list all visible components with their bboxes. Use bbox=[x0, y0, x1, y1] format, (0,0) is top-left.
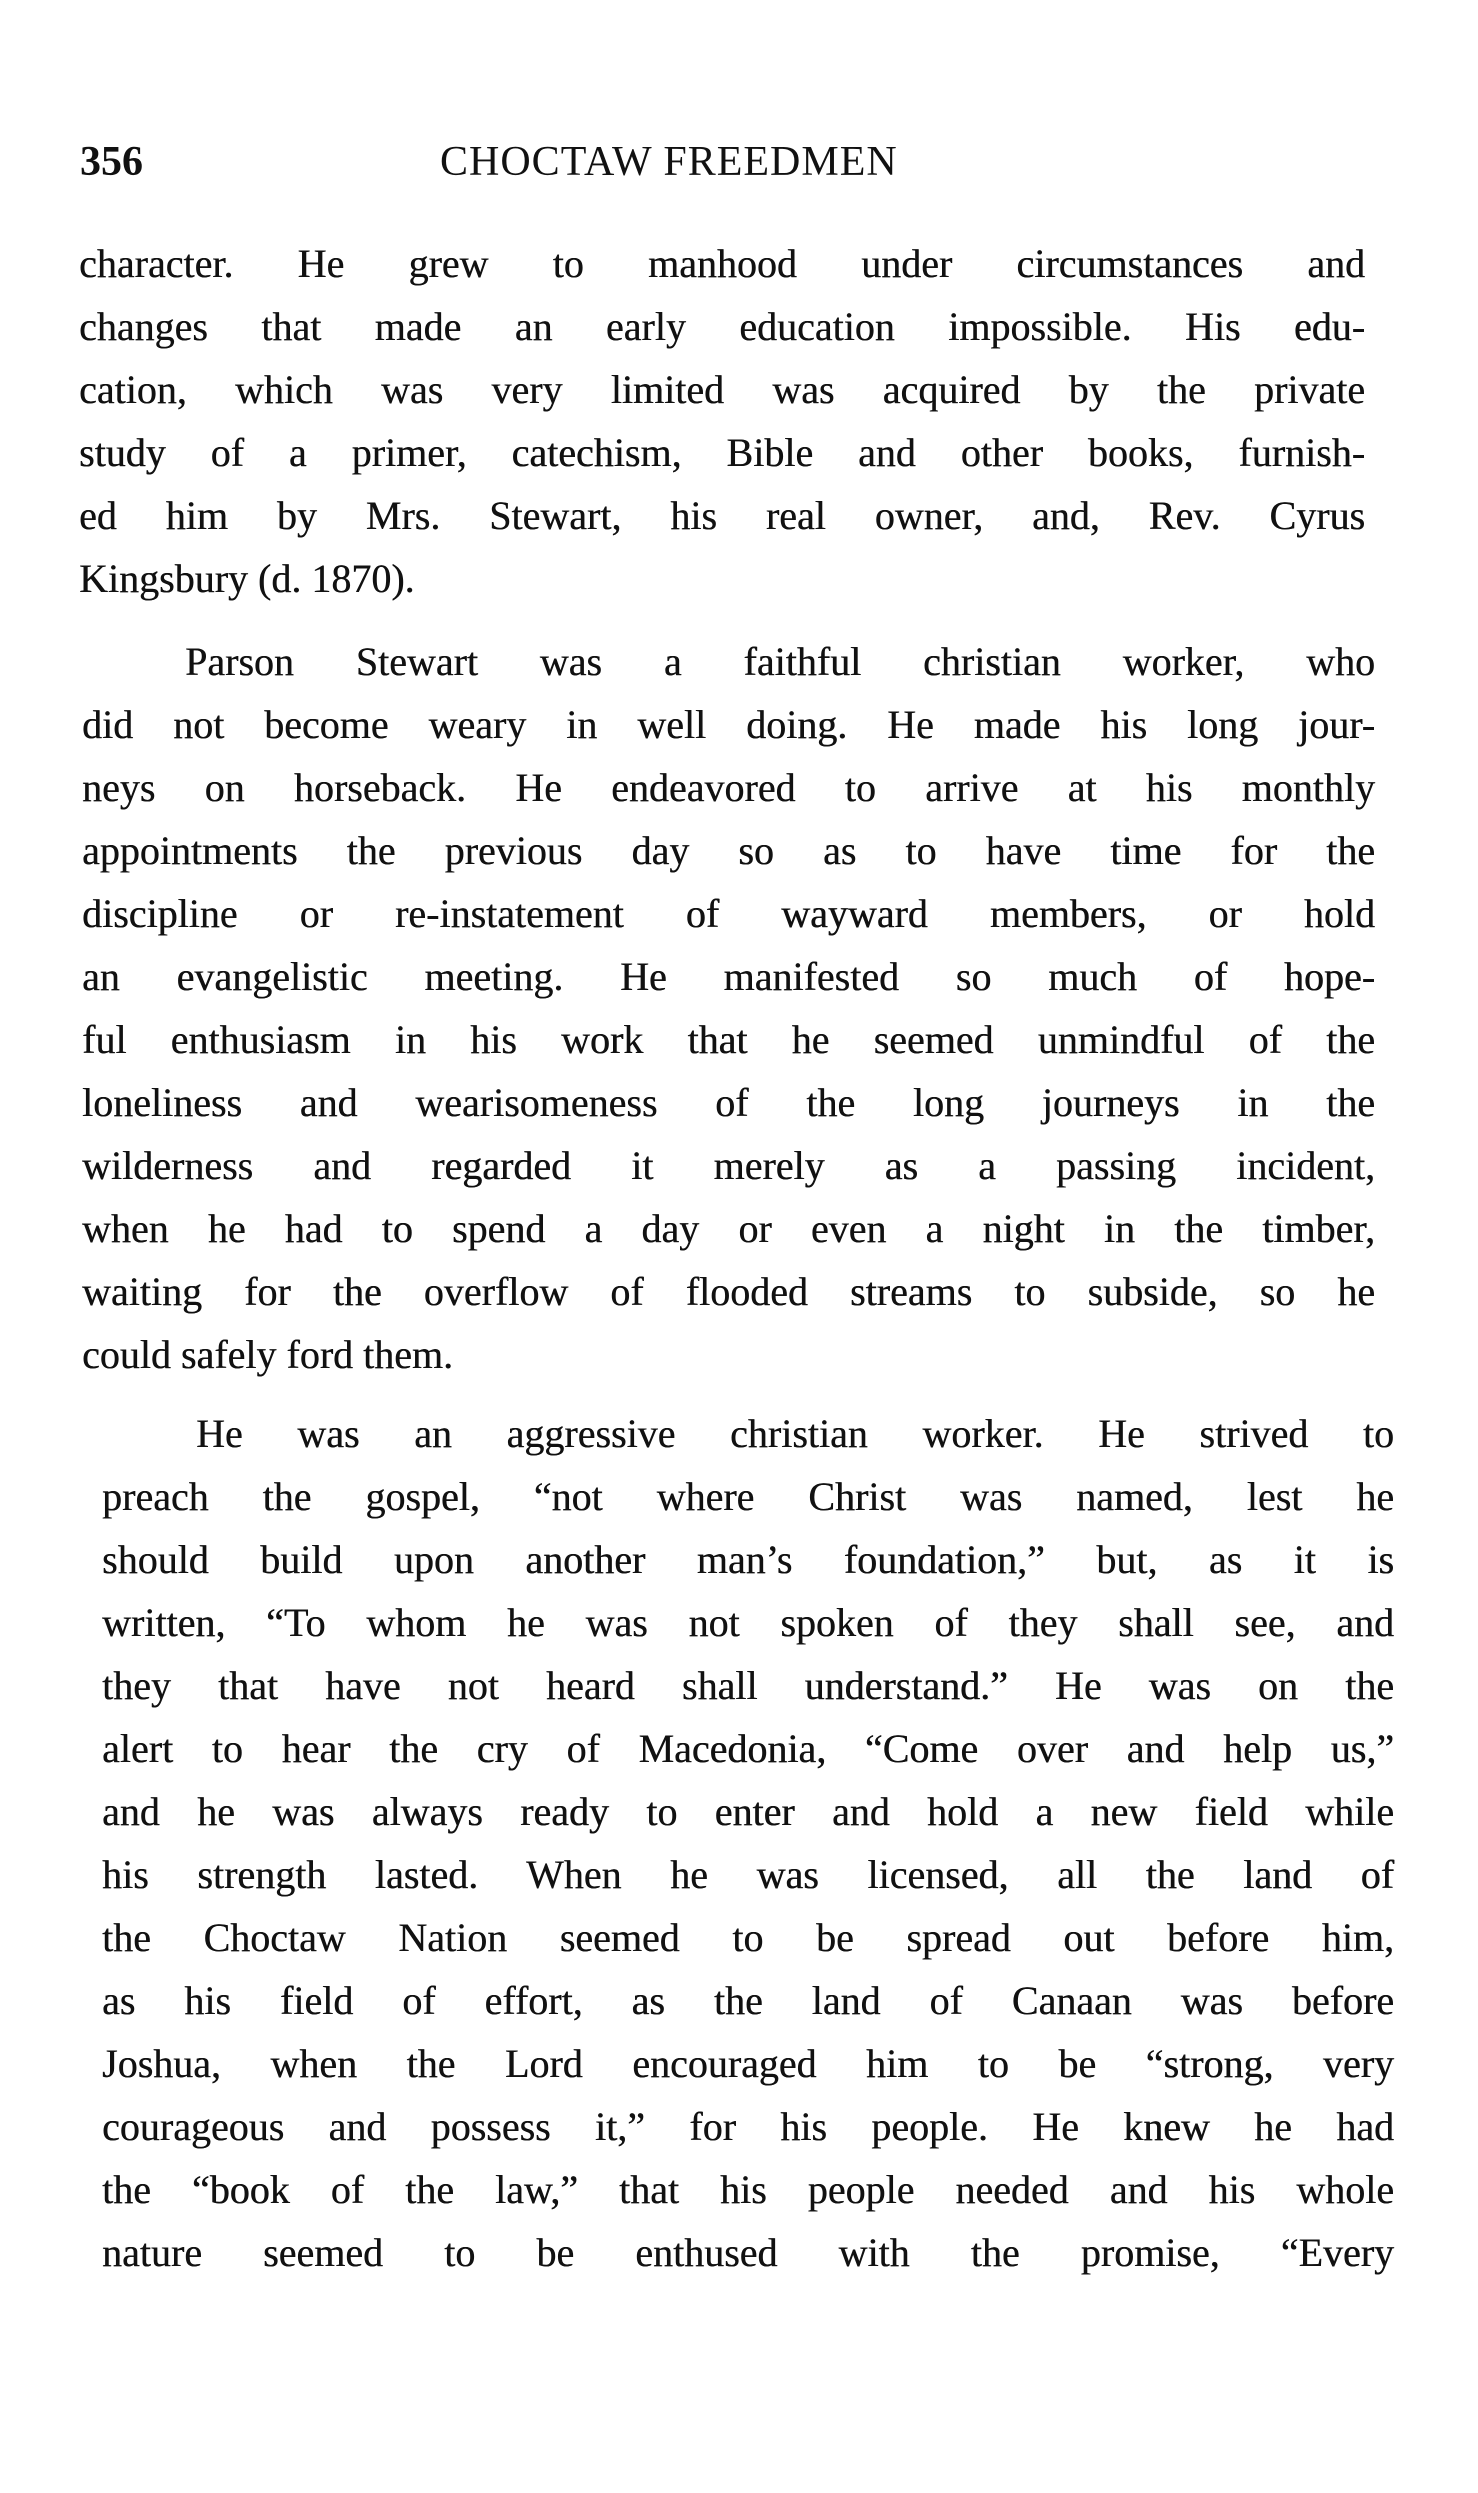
text-line: discipline or re-instatement of wayward members, or hold bbox=[82, 891, 1375, 936]
text-line: they that have not heard shall understand.” He was on the bbox=[102, 1663, 1394, 1708]
text-line: written, “To whom he was not spoken of they shall see, and bbox=[102, 1600, 1394, 1645]
text-line: could safely ford them. bbox=[82, 1332, 453, 1377]
text-line: cation, which was very limited was acquired by the private bbox=[79, 367, 1365, 412]
text-line: and he was always ready to enter and hold a new field while bbox=[102, 1789, 1394, 1834]
text-line: changes that made an early education impossible. His edu- bbox=[79, 304, 1365, 349]
paragraph-2 bbox=[82, 630, 1375, 1386]
text-line: study of a primer, catechism, Bible and other books, furnish- bbox=[79, 430, 1365, 475]
paragraph-3 bbox=[102, 1402, 1394, 2284]
text-line: ed him by Mrs. Stewart, his real owner, and, Rev. Cyrus bbox=[79, 493, 1365, 538]
text-line: should build upon another man’s foundation,” but, as it is bbox=[102, 1537, 1394, 1582]
text-line: alert to hear the cry of Macedonia, “Come over and help us,” bbox=[102, 1726, 1394, 1771]
text-line: did not become weary in well doing. He made his long jour- bbox=[82, 702, 1375, 747]
text-line: courageous and possess it,” for his people. He knew he had bbox=[102, 2104, 1394, 2149]
text-line: the “book of the law,” that his people needed and his whole bbox=[102, 2167, 1394, 2212]
text-line: Parson Stewart was a faithful christian worker, who bbox=[185, 639, 1375, 684]
text-line: an evangelistic meeting. He manifested so much of hope- bbox=[82, 954, 1375, 999]
text-line: character. He grew to manhood under circumstances and bbox=[79, 241, 1365, 286]
text-line: his strength lasted. When he was licensed, all the land of bbox=[102, 1852, 1394, 1897]
text-line: appointments the previous day so as to have time for the bbox=[82, 828, 1375, 873]
text-line: nature seemed to be enthused with the promise, “Every bbox=[102, 2230, 1394, 2275]
text-line: when he had to spend a day or even a night in the timber, bbox=[82, 1206, 1375, 1251]
text-line: preach the gospel, “not where Christ was named, lest he bbox=[102, 1474, 1394, 1519]
text-line: neys on horseback. He endeavored to arrive at his monthly bbox=[82, 765, 1375, 810]
paragraph-1 bbox=[79, 232, 1365, 610]
text-line: as his field of effort, as the land of Canaan was before bbox=[102, 1978, 1394, 2023]
page-number: 356 bbox=[80, 139, 143, 185]
text-line: Joshua, when the Lord encouraged him to be “strong, very bbox=[102, 2041, 1394, 2086]
text-line: Kingsbury (d. 1870). bbox=[79, 556, 415, 601]
text-line: wilderness and regarded it merely as a passing incident, bbox=[82, 1143, 1375, 1188]
text-line: waiting for the overflow of flooded streams to subside, so he bbox=[82, 1269, 1375, 1314]
text-line: the Choctaw Nation seemed to be spread out before him, bbox=[102, 1915, 1394, 1960]
text-line: He was an aggressive christian worker. He strived to bbox=[196, 1411, 1394, 1456]
text-line: ful enthusiasm in his work that he seemed unmindful of the bbox=[82, 1017, 1375, 1062]
text-line: loneliness and wearisomeness of the long journeys in the bbox=[82, 1080, 1375, 1125]
running-title: CHOCTAW FREEDMEN bbox=[440, 139, 898, 185]
